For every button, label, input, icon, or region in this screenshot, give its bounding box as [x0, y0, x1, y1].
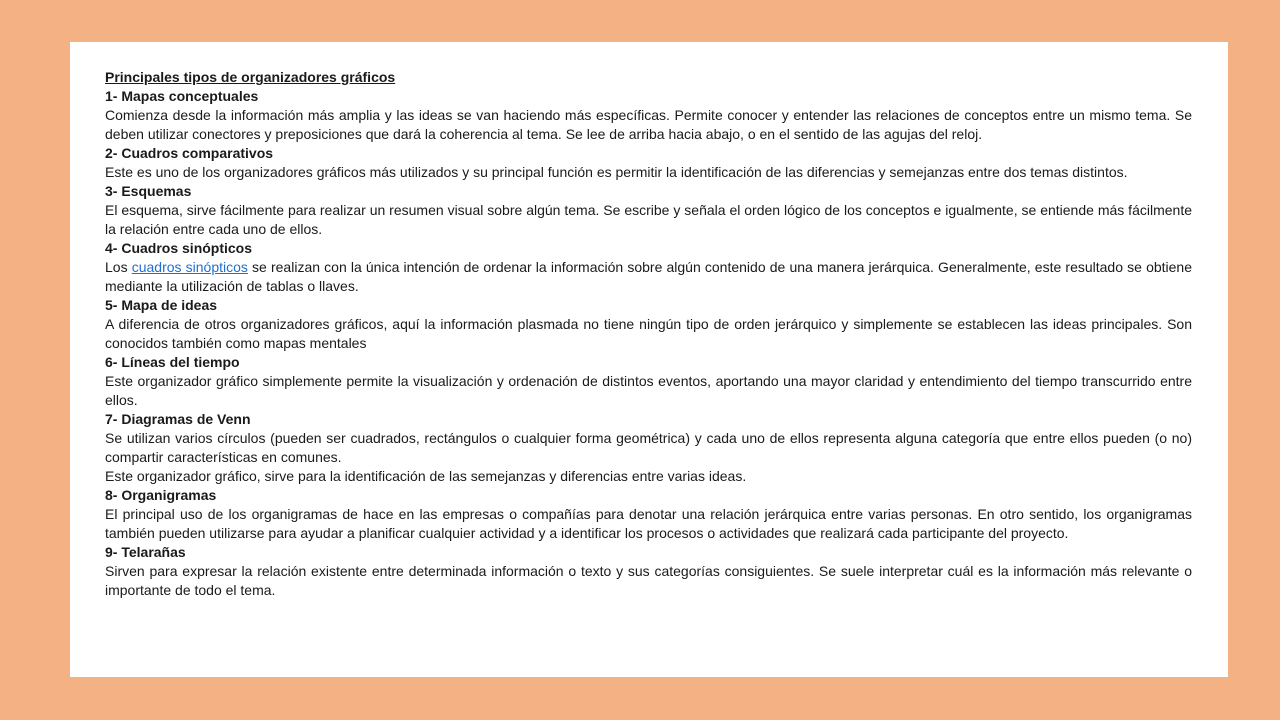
section-text-cuadros-comparativos: Este es uno de los organizadores gráficos más utilizados y su principal función es permitir la identificación de las diferencias y semejanzas entre dos temas distintos.	[105, 164, 1128, 180]
section-heading-diagramas-de-venn: 7- Diagramas de Venn	[105, 411, 251, 427]
section-text-telaranas: Sirven para expresar la relación existente entre determinada información o texto y sus categorías consiguientes. Se suele interpretar cuál es la información más relevante o importante de todo el tema.	[105, 563, 1192, 598]
section-text-mapas-conceptuales: Comienza desde la información más amplia y las ideas se van haciendo más específicas. Permite conocer y entender las relaciones de conceptos entre un mismo tema. Se deben utilizar conectores y preposiciones que dará la coherencia al tema. Se lee de arriba hacia abajo, o en el sentido de las agujas del reloj.	[105, 107, 1192, 142]
section-text-cuadros-sinopticos-start: Los	[105, 259, 132, 275]
section-heading-esquemas: 3- Esquemas	[105, 183, 192, 199]
section-heading-telaranas: 9- Telarañas	[105, 544, 186, 560]
section-text-cuadros-sinopticos	[105, 258, 1192, 296]
section-text-diagramas-de-venn: Se utilizan varios círculos (pueden ser cuadrados, rectángulos o cualquier forma geométrica) y cada uno de ellos representa alguna categoría que entre ellos pueden (o no) compartir características en comunes.	[105, 430, 1192, 465]
section-heading-mapas-conceptuales: 1- Mapas conceptuales	[105, 88, 259, 104]
section-heading-mapa-de-ideas: 5- Mapa de ideas	[105, 297, 218, 313]
document-title: Principales tipos de organizadores gráficos	[105, 69, 396, 85]
section-text-cuadros-sinopticos-end: se realizan con la única intención de ordenar la información sobre algún contenido de una manera jerárquica. Generalmente, este resultado se obtiene mediante la utilización de tablas o llaves.	[105, 259, 1192, 294]
section-heading-organigramas: 8- Organigramas	[105, 487, 217, 503]
section-heading-cuadros-sinopticos: 4- Cuadros sinópticos	[105, 240, 253, 256]
section-heading-lineas-del-tiempo: 6- Líneas del tiempo	[105, 354, 240, 370]
content-card	[70, 42, 1228, 677]
section-text-lineas-del-tiempo: Este organizador gráfico simplemente permite la visualización y ordenación de distintos eventos, aportando una mayor claridad y entendimiento del tiempo transcurrido entre ellos.	[105, 373, 1192, 408]
document-body	[105, 68, 1192, 600]
section-text-organigramas: El principal uso de los organigramas de hace en las empresas o compañías para denotar una relación jerárquica entre varias personas. En otro sentido, los organigramas también pueden utilizarse para ayudar a planificar cualquier actividad y a identificar los procesos o actividades que realizará cada participante del proyecto.	[105, 506, 1192, 541]
section-text-diagramas-de-venn-2: Este organizador gráfico, sirve para la identificación de las semejanzas y diferencias entre varias ideas.	[105, 468, 747, 484]
section-text-esquemas: El esquema, sirve fácilmente para realizar un resumen visual sobre algún tema. Se escribe y señala el orden lógico de los conceptos e igualmente, se entiende más fácilmente la relación entre cada uno de ellos.	[105, 202, 1192, 237]
section-text-mapa-de-ideas: A diferencia de otros organizadores gráficos, aquí la información plasmada no tiene ningún tipo de orden jerárquico y simplemente se establecen las ideas principales. Son conocidos también como mapas mentales	[105, 316, 1192, 351]
cuadros-sinopticos-link[interactable]: cuadros sinópticos	[131, 259, 248, 275]
section-heading-cuadros-comparativos: 2- Cuadros comparativos	[105, 145, 274, 161]
